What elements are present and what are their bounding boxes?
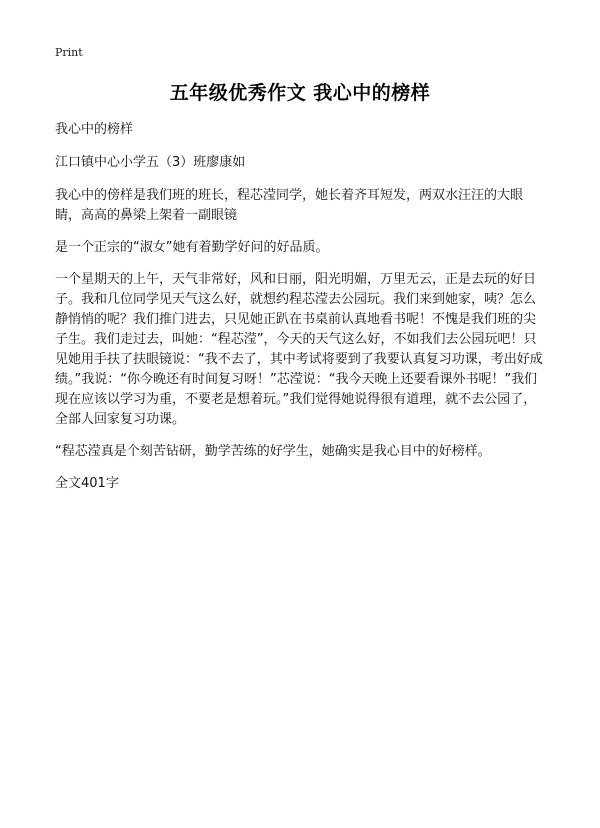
article-body <box>55 120 547 507</box>
paragraph: “程芯滢真是个刻苦钻研，勤学苦练的好学生，她确实是我心目中的好榜样。 <box>55 444 491 459</box>
paragraph: 我心中的傍样是我们班的班长，程芯滢同学，她长着齐耳短发，两双水汪汪的大眼睛，高高的鼻梁上架着一副眼镜 <box>55 188 524 223</box>
word-count: 全文401字 <box>55 476 119 491</box>
print-link[interactable]: Print <box>55 46 83 59</box>
paragraph: 是一个正宗的“淑女”她有着勤学好问的好品质。 <box>55 240 329 255</box>
page-title: 五年级优秀作文 我心中的榜样 <box>169 82 431 104</box>
paragraph: 一个星期天的上午，天气非常好，风和日丽，阳光明媚，万里无云，正是去玩的好日子。我和几位同学见天气这么好，就想约程芯滢去公园玩。我们来到她家，咦？怎么静悄悄的呢？我们推门进去，只见她正趴在书桌前认真地看书呢！不愧是我们班的尖子生。我们走过去，叫她：“程芯滢”，今天的天气这么好，不如我们去公园玩吧！只见她用手扶了扶眼镜说：“我不去了，其中考试将要到了我要认真复习功课，考出好成绩。”我说：“你今晚还有时间复习呀！”芯滢说：“我今天晚上还要看课外书呢！”我们现在应该以学习为重，不要老是想着玩。”我们觉得她说得很有道理，就不去公园了，全部人回家复习功课。 <box>55 272 543 427</box>
author-line: 江口镇中心小学五（3）班廖康如 <box>55 155 246 170</box>
article-subtitle: 我心中的榜样 <box>55 122 134 137</box>
